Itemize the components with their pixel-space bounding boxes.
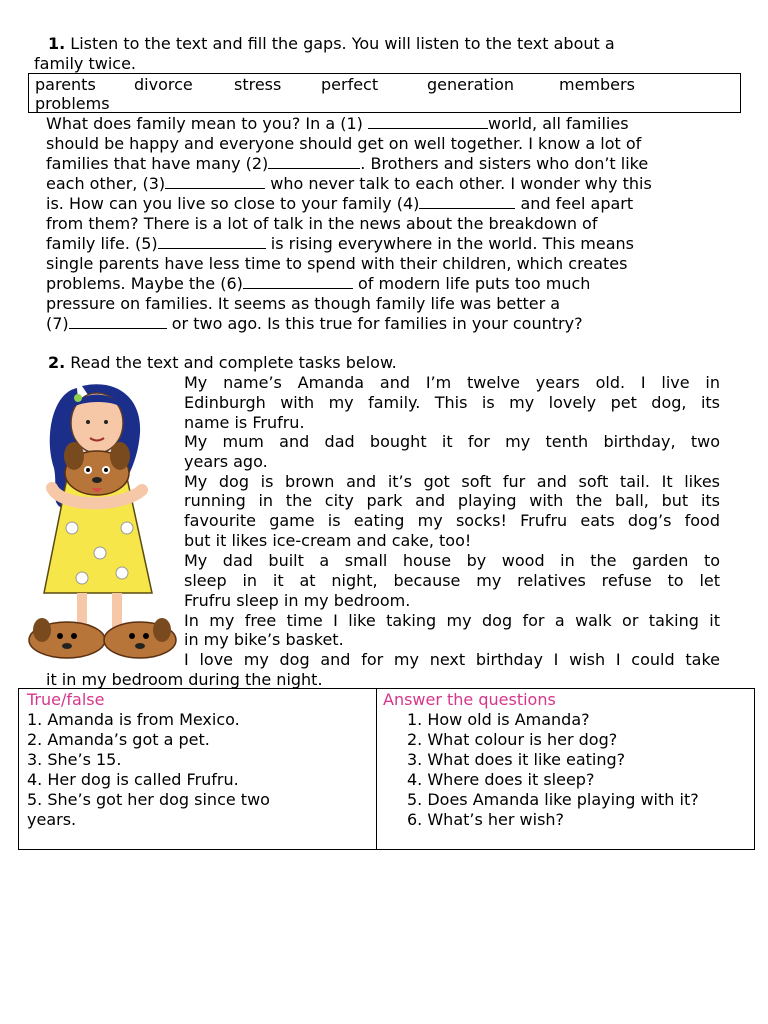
gap-text-line: each other, (3) who never talk to each other. I wonder why this	[46, 174, 652, 193]
exercise-1-instruction-cont: family twice.	[34, 54, 136, 73]
true-false-item: 4. Her dog is called Frufru.	[27, 770, 239, 789]
gap-text-line: (7) or two ago. Is this true for families in your country?	[46, 314, 583, 333]
reading-text-line: name is Frufru.	[184, 413, 305, 432]
gap-text-line: is. How can you live so close to your family (4) and feel apart	[46, 194, 634, 213]
questions-heading: Answer the questions	[383, 690, 556, 709]
gap-blank[interactable]	[268, 154, 360, 169]
reading-text-line: sleep in it at night, because my relatives refuse to let	[184, 571, 720, 590]
gap-text-line: family life. (5) is rising everywhere in the world. This means	[46, 234, 634, 253]
gap-text-line: problems. Maybe the (6) of modern life puts too much	[46, 274, 591, 293]
word-bank-word: members	[559, 75, 635, 94]
gap-blank[interactable]	[69, 314, 167, 329]
gap-text-line: What does family mean to you? In a (1) world, all families	[46, 114, 629, 133]
true-false-item: years.	[27, 810, 77, 829]
question-item: 3. What does it like eating?	[407, 750, 626, 769]
gap-blank[interactable]	[165, 174, 265, 189]
exercise-1-number: 1.	[48, 34, 66, 53]
word-bank-box	[28, 73, 741, 113]
reading-text-line: it in my bedroom during the night.	[46, 670, 323, 689]
word-bank-word: perfect	[321, 75, 379, 94]
gap-blank[interactable]	[368, 114, 488, 129]
reading-text-line: but it likes ice-cream and cake, too!	[184, 531, 472, 550]
exercise-2-instruction	[48, 353, 397, 373]
gap-text-line: should be happy and everyone should get on well together. I know a lot of	[46, 134, 642, 153]
question-item: 1. How old is Amanda?	[407, 710, 590, 729]
questions-cell	[377, 689, 754, 849]
true-false-heading: True/false	[27, 690, 105, 709]
reading-text-line: Edinburgh with my family. This is my lovely pet dog, its	[184, 393, 720, 412]
true-false-item: 5. She’s got her dog since two	[27, 790, 270, 809]
reading-text-line: favourite game is eating my socks! Frufru eats dog’s food	[184, 511, 720, 530]
reading-text-line: years ago.	[184, 452, 268, 471]
gap-text-line: single parents have less time to spend with their children, which creates	[46, 254, 628, 273]
word-bank-word: divorce	[134, 75, 193, 94]
reading-text-line: My dad built a small house by wood in the garden to	[184, 551, 720, 570]
word-bank-word: stress	[234, 75, 282, 94]
reading-text-line: in my bike’s basket.	[184, 630, 344, 649]
gap-text-line: families that have many (2) . Brothers and sisters who don’t like	[46, 154, 649, 173]
reading-text-line: In my free time I like taking my dog for a walk or taking it	[184, 611, 720, 630]
exercise-2-instruction-text: Read the text and complete tasks below.	[65, 353, 397, 372]
gap-blank[interactable]	[158, 234, 266, 249]
exercise-1-instruction	[48, 34, 615, 54]
true-false-item: 2. Amanda’s got a pet.	[27, 730, 210, 749]
gap-blank[interactable]	[243, 274, 353, 289]
gap-blank[interactable]	[419, 194, 515, 209]
reading-text-line: I love my dog and for my next birthday I wish I could take	[184, 650, 720, 669]
question-item: 6. What’s her wish?	[407, 810, 565, 829]
word-bank-word: parents	[35, 75, 96, 94]
word-bank-word: problems	[35, 94, 110, 113]
question-item: 2. What colour is her dog?	[407, 730, 618, 749]
reading-text-line: Frufru sleep in my bedroom.	[184, 591, 411, 610]
true-false-item: 3. She’s 15.	[27, 750, 122, 769]
tasks-table	[18, 688, 755, 850]
reading-text-line: My mum and dad bought it for my tenth birthday, two	[184, 432, 720, 451]
question-item: 4. Where does it sleep?	[407, 770, 595, 789]
question-item: 5. Does Amanda like playing with it?	[407, 790, 699, 809]
word-bank-word: generation	[427, 75, 515, 94]
true-false-cell	[19, 689, 377, 849]
reading-text-line: running in the city park and playing with the ball, but its	[184, 491, 720, 510]
reading-text-line: My dog is brown and it’s got soft fur and soft tail. It likes	[184, 472, 720, 491]
exercise-1-instruction-text: Listen to the text and fill the gaps. You will listen to the text about a	[65, 34, 615, 53]
gap-text-line: from them? There is a lot of talk in the news about the breakdown of	[46, 214, 598, 233]
exercise-2-number: 2.	[48, 353, 66, 372]
reading-text-line: My name’s Amanda and I’m twelve years old. I live in	[184, 373, 720, 392]
gap-text-line: pressure on families. It seems as though family life was better a	[46, 294, 561, 313]
true-false-item: 1. Amanda is from Mexico.	[27, 710, 240, 729]
girl-with-dog-illustration	[22, 378, 180, 664]
